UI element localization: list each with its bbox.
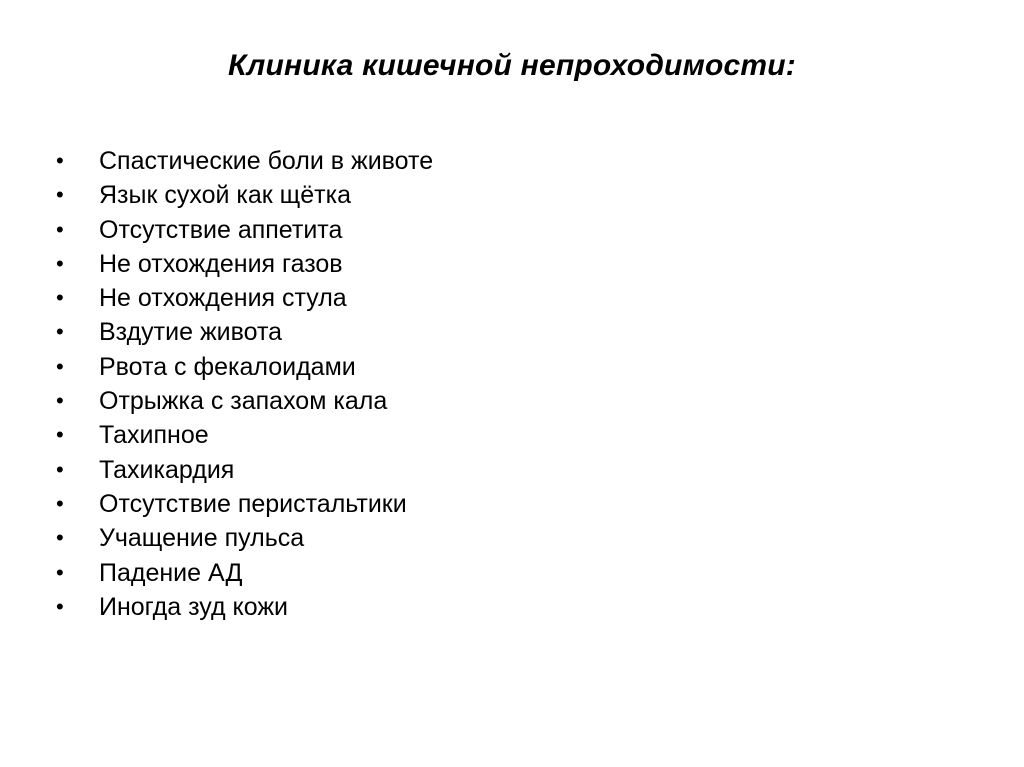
list-item-text: Не отхождения стула [99,284,347,313]
bullet-icon: • [56,216,64,242]
bullet-icon: • [56,525,64,551]
bullet-icon: • [56,593,64,619]
list-item-text: Спастические боли в животе [99,147,434,175]
bullet-icon: • [56,422,64,448]
list-item-text: Не отхождения газов [99,249,343,278]
list-item-text: Рвота с фекалоидами [99,352,356,381]
list-item-text: Падение АД [99,558,243,587]
list-item-text: Вздутие живота [99,318,283,347]
bullet-icon: • [56,182,64,208]
bullet-icon: • [56,319,64,345]
bullet-icon: • [56,148,64,173]
bullet-icon: • [56,250,64,276]
bullet-icon: • [56,353,64,379]
list-item-text: Отрыжка с запахом кала [99,387,388,416]
list-item-text: Отсутствие аппетита [99,215,343,244]
slide-title: Клиника кишечной непроходимости: [228,49,796,82]
list-item-text: Язык сухой как щётка [99,181,351,210]
bullet-icon: • [56,388,64,414]
list-item-text: Иногда зуд кожи [99,592,289,621]
bullet-icon: • [56,285,64,311]
bullet-icon: • [56,559,64,585]
list-item-text: Учащение пульса [99,524,305,553]
list-item-text: Тахипное [99,421,209,450]
bullet-icon: • [56,490,64,516]
bullet-icon: • [56,456,64,482]
list-item-text: Отсутствие перистальтики [99,489,407,518]
list-item-text: Тахикардия [99,455,235,484]
